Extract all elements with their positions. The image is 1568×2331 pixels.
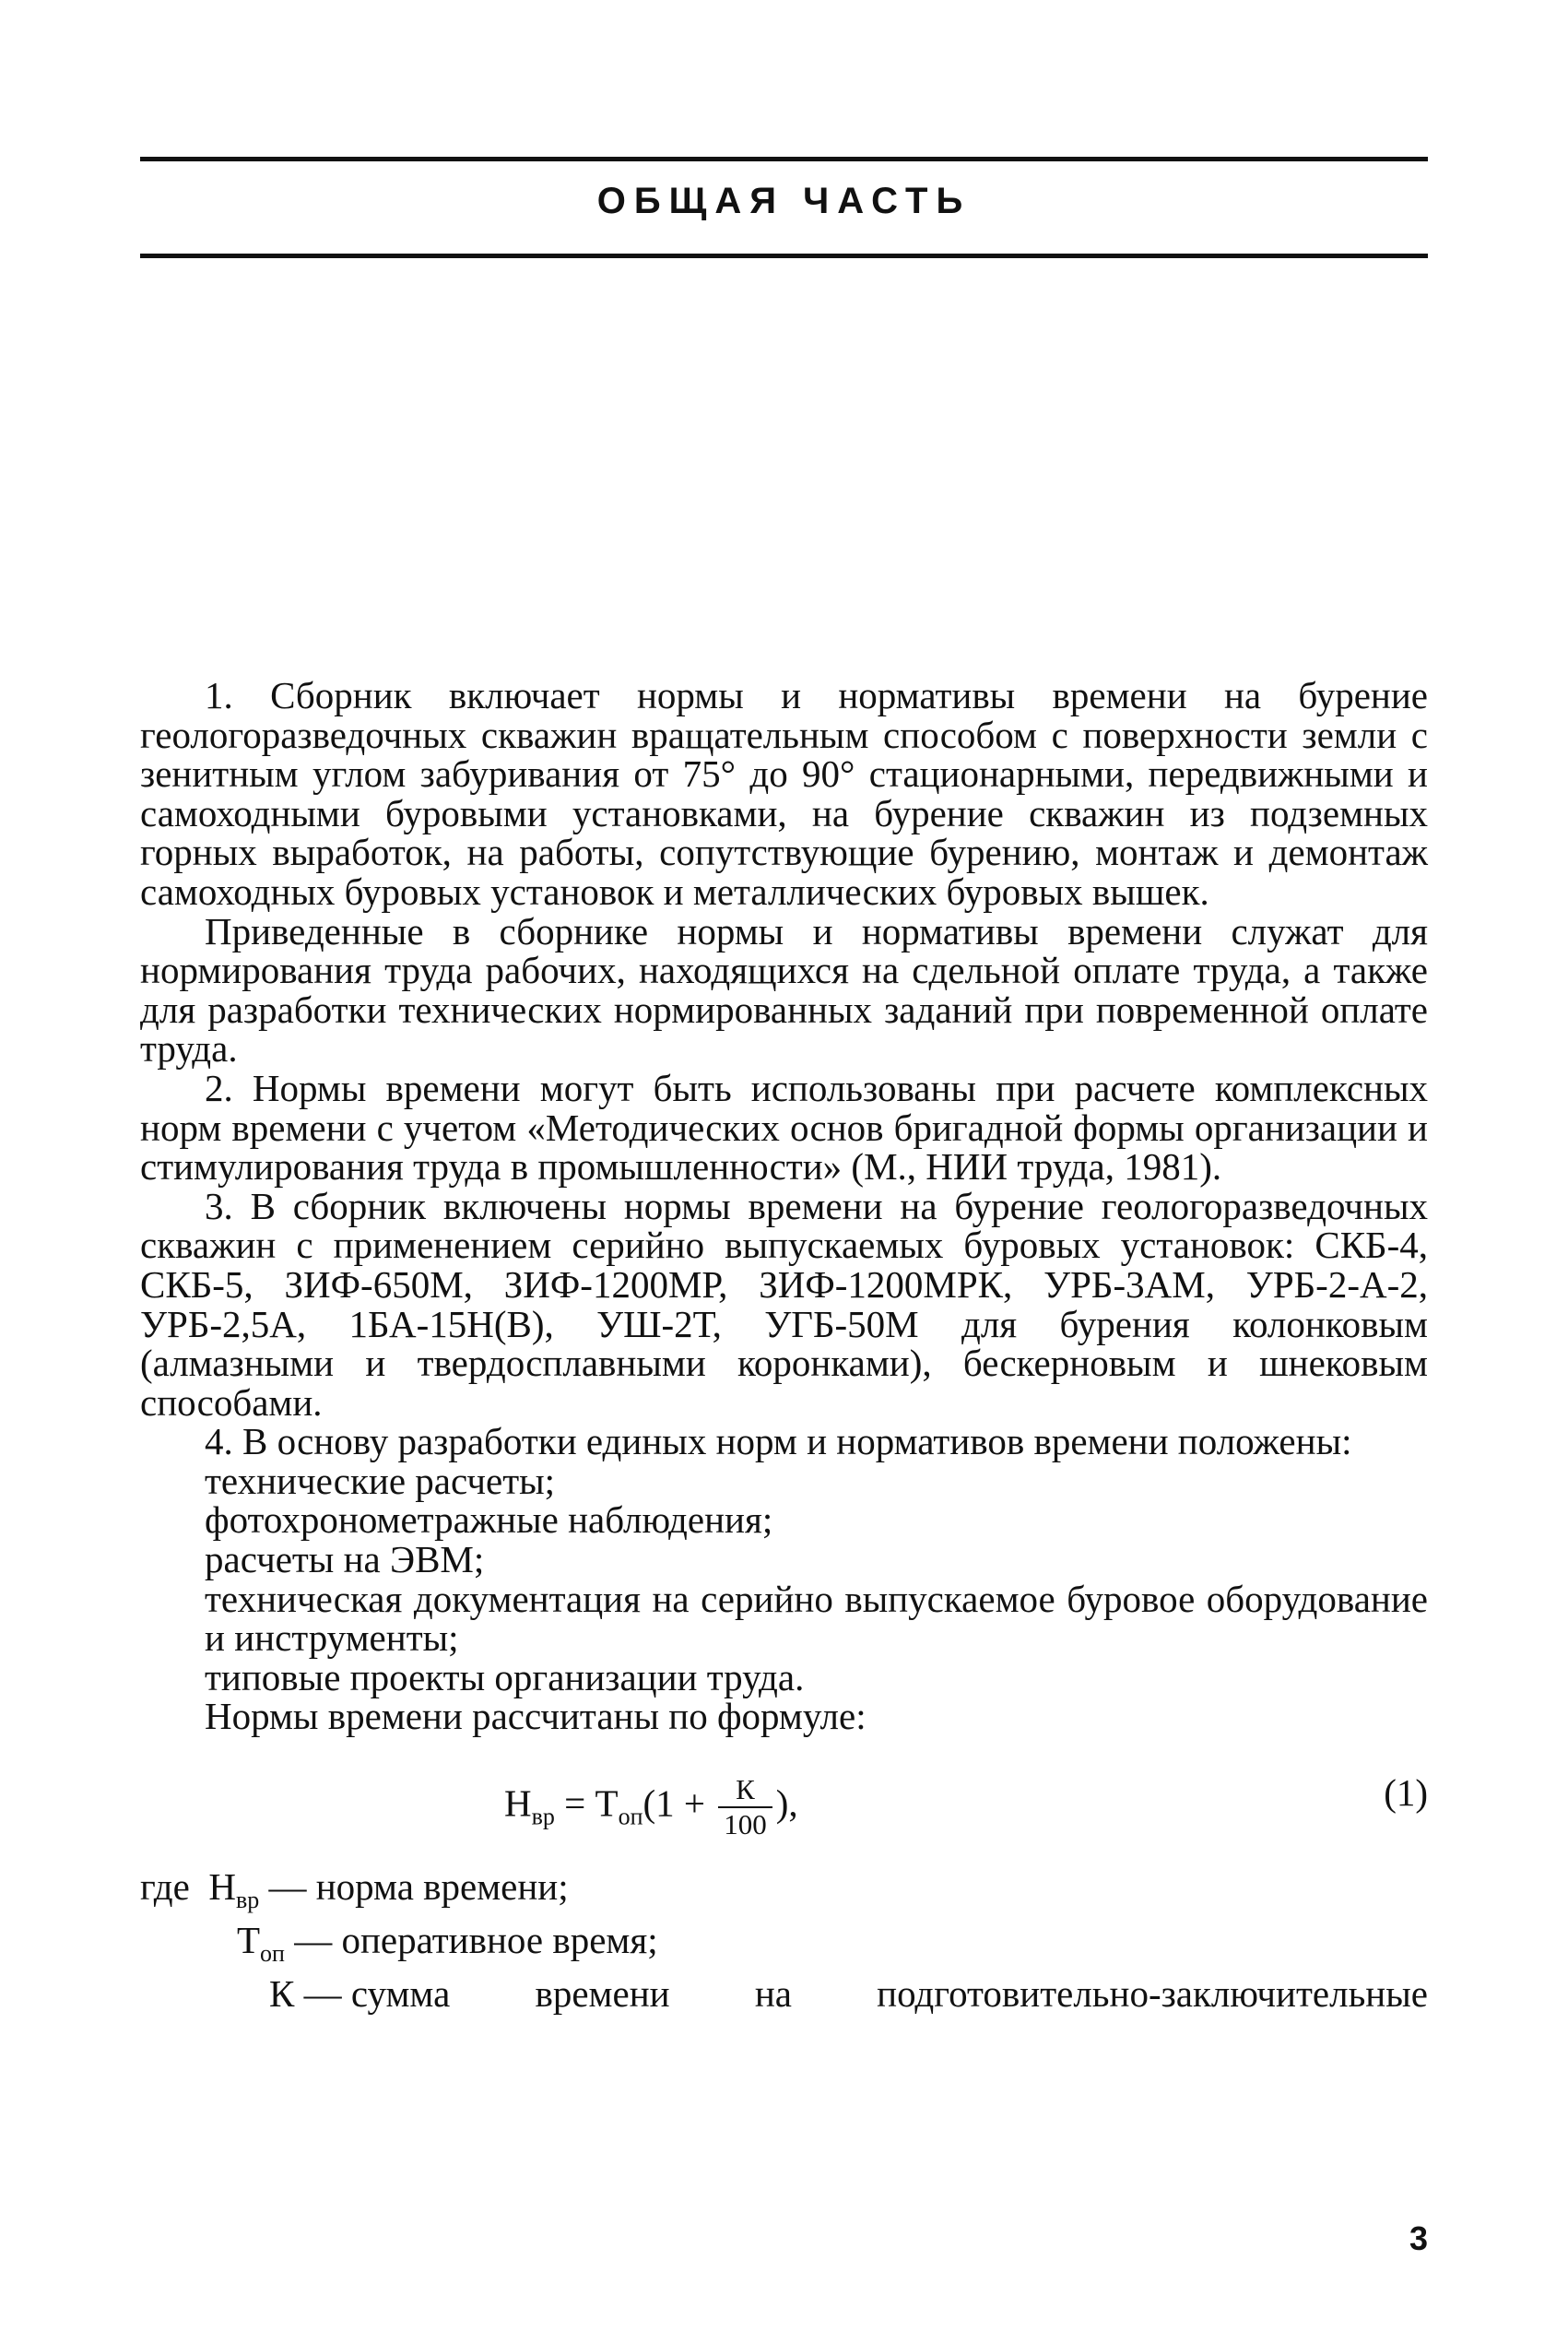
definition-word: на bbox=[754, 1971, 792, 2015]
paragraph-1b: Приведенные в сборнике нормы и нормативы времени служат для нормирования труда рабочих, находящихся на сдельной оплате труда, а также для разработки технических нормированных заданий при повременной оплате труда. bbox=[140, 909, 1428, 1071]
section-title: ОБЩАЯ ЧАСТЬ bbox=[596, 181, 972, 221]
definition-hvr bbox=[140, 1867, 1428, 1921]
formula-lhs-sub: вр bbox=[531, 1803, 555, 1830]
formula-t: Т bbox=[595, 1781, 619, 1825]
formula-close: ), bbox=[775, 1781, 798, 1825]
paragraph-1: 1. Сборник включает нормы и нормативы времени на бурение геологоразведочных скважин вращательным способом с поверхности земли с зенитным углом забуривания от 75° до 90° стационарными, передвижными и самоходными буровыми установками, на бурение скважин из подземных горных выработок, на работы, сопутствующие бурению, монтаж и демонтаж самоходных буровых установок и металлических буровых вышек. bbox=[140, 674, 1428, 913]
definition-symbol-sub: оп bbox=[260, 1940, 285, 1967]
bottom-rule bbox=[140, 254, 1428, 258]
definition-symbol: Т bbox=[237, 1918, 261, 1961]
list-item: технические расчеты; bbox=[205, 1459, 556, 1502]
formula-number: (1) bbox=[1384, 1771, 1428, 1815]
paragraph-2: 2. Нормы времени могут быть использованы при расчете комплексных норм времени с учетом «Методических основ бригадной формы организации и стимулирования труда в промышленности» (М., НИИ труда, 1981). bbox=[140, 1066, 1428, 1189]
definition-top bbox=[140, 1918, 1428, 1974]
definition-word: подготовительно-заключительные bbox=[877, 1971, 1428, 2015]
paragraph-3: 3. В сборник включены нормы времени на бурение геологоразведочных скважин с применением серийно выпускаемых буровых установок: СКБ-4, СКБ-5, ЗИФ-650М, ЗИФ-1200МР, ЗИФ-1200МРК, УРБ-3АМ, УРБ-2-А-2, УРБ-2,5А, 1БА-15Н(В), УШ-2Т, УГБ-50М для бурения колонковым (алмазными и твердосплавными коронками), бескерновым и шнековым способами. bbox=[140, 1184, 1428, 1424]
formula-expression bbox=[504, 1773, 798, 1841]
definition-symbol: Н bbox=[208, 1865, 236, 1909]
definition-word: К — сумма bbox=[269, 1971, 451, 2015]
formula-intro: Нормы времени рассчитаны по формуле: bbox=[205, 1695, 867, 1738]
page-number: 3 bbox=[1409, 2219, 1428, 2257]
formula-open: (1 + bbox=[643, 1781, 715, 1825]
top-rule bbox=[140, 157, 1428, 161]
page-body bbox=[140, 676, 1428, 2013]
definition-word: времени bbox=[535, 1971, 670, 2015]
paragraph-4: 4. В основу разработки единых норм и нормативов времени положены: bbox=[205, 1420, 1352, 1463]
definition-k bbox=[140, 1971, 1428, 2015]
fraction-numerator: К bbox=[736, 1773, 755, 1806]
definition-where: где bbox=[140, 1865, 190, 1909]
formula-lhs: Н bbox=[504, 1781, 532, 1825]
list-item: типовые проекты организации труда. bbox=[205, 1655, 805, 1698]
formula-equals: = bbox=[554, 1781, 595, 1825]
list-item: расчеты на ЭВМ; bbox=[205, 1538, 485, 1581]
time-norm-formula bbox=[140, 1757, 1428, 1867]
formula-definitions bbox=[140, 1867, 1428, 2013]
list-item: техническая документация на серийно выпускаемое буровое оборудование и инструменты; bbox=[205, 1577, 1428, 1660]
formula-fraction bbox=[718, 1773, 772, 1841]
basis-list bbox=[140, 1461, 1428, 1698]
fraction-denominator: 100 bbox=[718, 1806, 772, 1841]
formula-t-sub: оп bbox=[618, 1803, 643, 1830]
list-item: фотохронометражные наблюдения; bbox=[205, 1498, 773, 1542]
definition-text: — оперативное время; bbox=[284, 1918, 658, 1961]
definition-symbol-sub: вр bbox=[235, 1887, 260, 1914]
definition-text: — норма времени; bbox=[259, 1865, 569, 1909]
